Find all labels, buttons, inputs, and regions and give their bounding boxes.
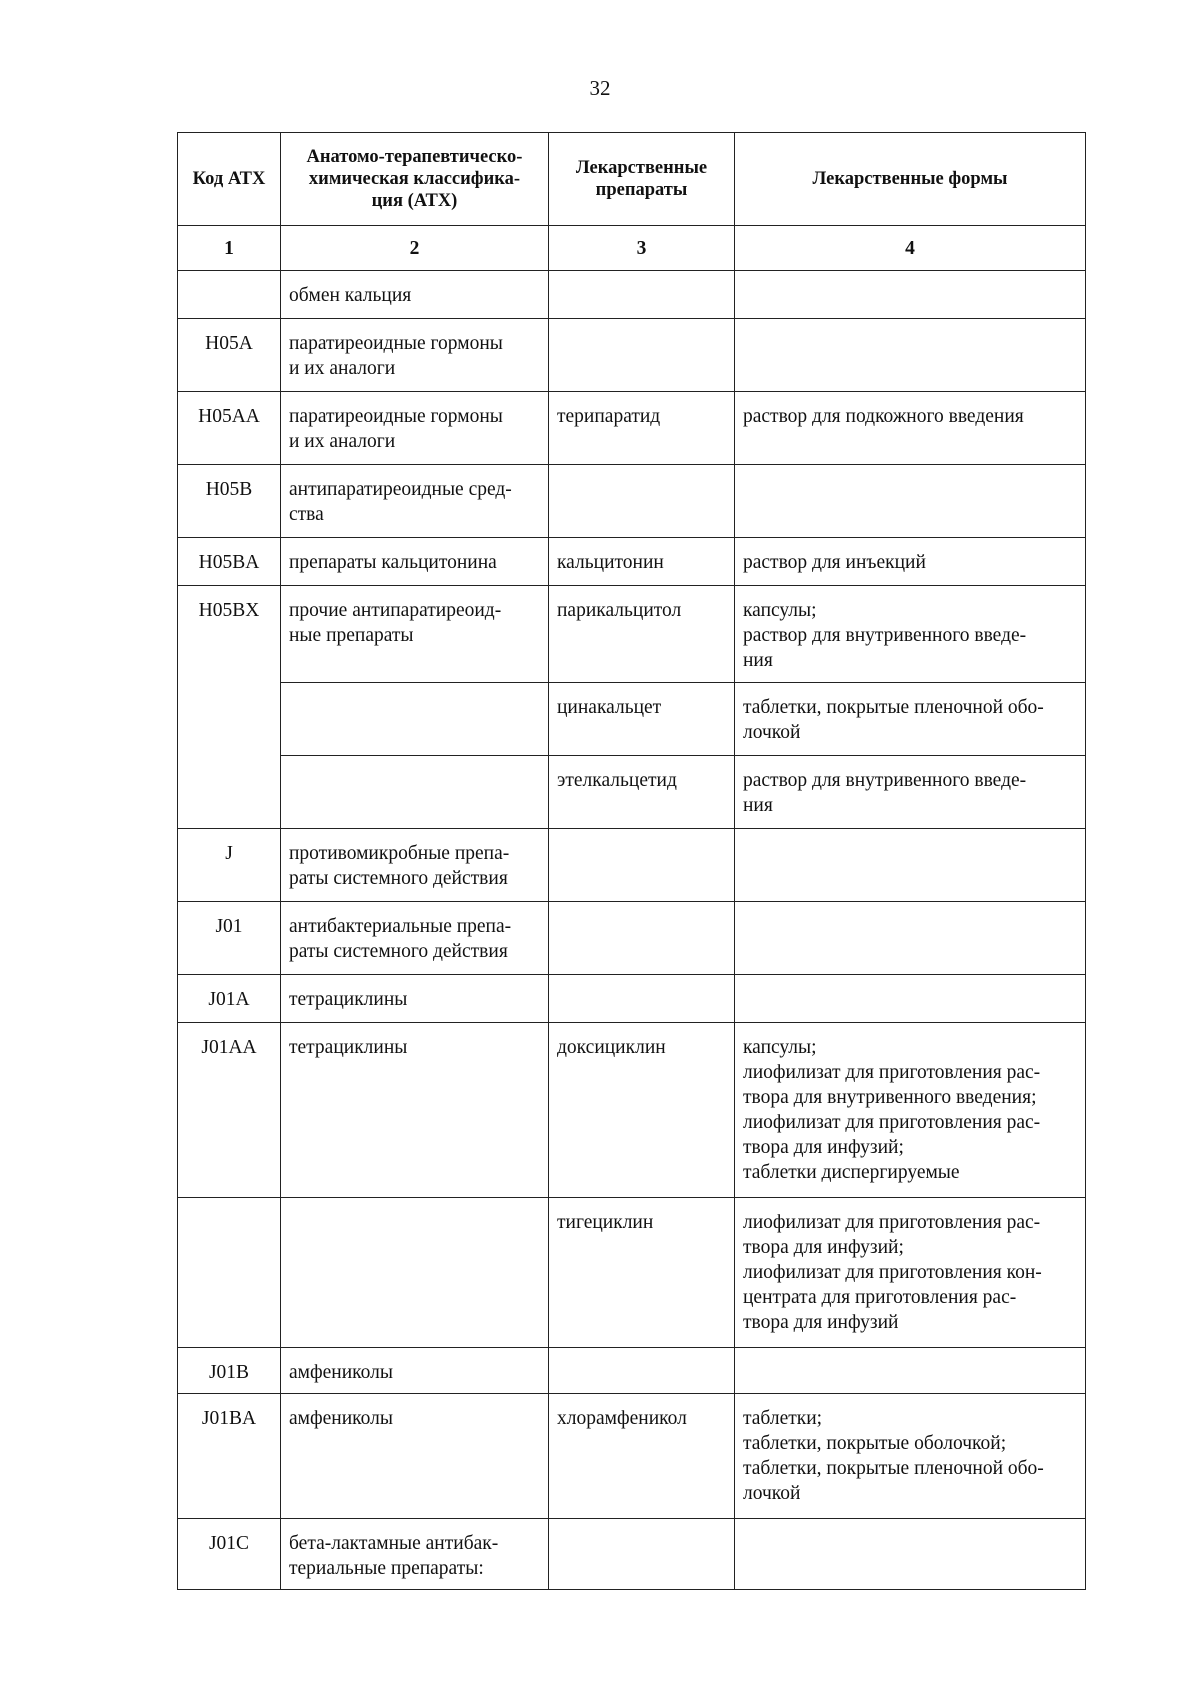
drug-name	[549, 829, 735, 902]
table-row	[178, 756, 1086, 829]
dosage-forms: таблетки, покрытые пленочной обо- лочкой	[735, 683, 1086, 756]
atx-classification: амфениколы	[281, 1394, 549, 1519]
dosage-forms: раствор для инъекций	[735, 538, 1086, 586]
drug-name: парикальцитол	[549, 586, 735, 683]
column-number: 2	[281, 226, 549, 271]
dosage-forms	[735, 319, 1086, 392]
atx-classification: паратиреоидные гормоны и их аналоги	[281, 319, 549, 392]
atx-code: J01C	[178, 1519, 281, 1590]
table-row	[178, 683, 1086, 756]
atx-classification	[281, 683, 549, 756]
table-row	[178, 829, 1086, 902]
drug-name	[549, 975, 735, 1023]
atx-classification: бета-лактамные антибак- териальные препараты:	[281, 1519, 549, 1590]
table-row	[178, 1394, 1086, 1519]
atx-classification: паратиреоидные гормоны и их аналоги	[281, 392, 549, 465]
atx-code: H05A	[178, 319, 281, 392]
table-row	[178, 1348, 1086, 1394]
atx-code	[178, 271, 281, 319]
atx-code: H05BA	[178, 538, 281, 586]
header-row	[178, 133, 1086, 226]
column-number: 3	[549, 226, 735, 271]
atx-classification: амфениколы	[281, 1348, 549, 1394]
atx-classification: прочие антипаратиреоид- ные препараты	[281, 586, 549, 683]
atx-classification: антипаратиреоидные сред- ства	[281, 465, 549, 538]
table-row	[178, 465, 1086, 538]
dosage-forms: капсулы; лиофилизат для приготовления рас- твора для внутривенного введения; лиофилизат для приготовления рас- твора для инфузий; таблетки диспергируемые	[735, 1023, 1086, 1198]
drug-name	[549, 902, 735, 975]
drug-name	[549, 319, 735, 392]
column-number: 4	[735, 226, 1086, 271]
atx-code: H05BX	[178, 586, 281, 829]
atx-code: J01AA	[178, 1023, 281, 1198]
atx-code: J	[178, 829, 281, 902]
atx-classification	[281, 1198, 549, 1348]
drug-name	[549, 465, 735, 538]
drug-name	[549, 1519, 735, 1590]
table-row	[178, 902, 1086, 975]
atx-classification: противомикробные препа- раты системного действия	[281, 829, 549, 902]
dosage-forms: капсулы; раствор для внутривенного введе- ния	[735, 586, 1086, 683]
column-number: 1	[178, 226, 281, 271]
atx-classification: тетрациклины	[281, 1023, 549, 1198]
atx-code: J01BA	[178, 1394, 281, 1519]
column-number-row	[178, 226, 1086, 271]
atx-code	[178, 1198, 281, 1348]
drug-name: этелкальцетид	[549, 756, 735, 829]
table-row	[178, 975, 1086, 1023]
atx-code: H05AA	[178, 392, 281, 465]
header-code: Код АТХ	[178, 133, 281, 226]
table-row	[178, 1023, 1086, 1198]
table-row	[178, 392, 1086, 465]
table-row	[178, 271, 1086, 319]
drug-name: хлорамфеникол	[549, 1394, 735, 1519]
dosage-forms: раствор для подкожного введения	[735, 392, 1086, 465]
table-row	[178, 1198, 1086, 1348]
dosage-forms	[735, 975, 1086, 1023]
dosage-forms	[735, 271, 1086, 319]
table-row	[178, 586, 1086, 683]
drug-name: цинакальцет	[549, 683, 735, 756]
table-row	[178, 1519, 1086, 1590]
dosage-forms: лиофилизат для приготовления рас- твора для инфузий; лиофилизат для приготовления кон- центрата для приготовления рас- твора для инфузий	[735, 1198, 1086, 1348]
dosage-forms	[735, 1519, 1086, 1590]
header-drugs: Лекарственные препараты	[549, 133, 735, 226]
header-forms: Лекарственные формы	[735, 133, 1086, 226]
drug-name	[549, 271, 735, 319]
dosage-forms: таблетки; таблетки, покрытые оболочкой; таблетки, покрытые пленочной обо- лочкой	[735, 1394, 1086, 1519]
atx-code: J01B	[178, 1348, 281, 1394]
drug-name: терипаратид	[549, 392, 735, 465]
drug-name: доксициклин	[549, 1023, 735, 1198]
atx-classification: антибактериальные препа- раты системного действия	[281, 902, 549, 975]
drug-name	[549, 1348, 735, 1394]
drug-name: кальцитонин	[549, 538, 735, 586]
dosage-forms	[735, 465, 1086, 538]
atx-classification: обмен кальция	[281, 271, 549, 319]
dosage-forms	[735, 902, 1086, 975]
drug-name: тигециклин	[549, 1198, 735, 1348]
atx-table	[177, 132, 1086, 1590]
atx-classification	[281, 756, 549, 829]
dosage-forms: раствор для внутривенного введе- ния	[735, 756, 1086, 829]
atx-code: J01	[178, 902, 281, 975]
atx-classification: тетрациклины	[281, 975, 549, 1023]
table-row	[178, 538, 1086, 586]
atx-classification: препараты кальцитонина	[281, 538, 549, 586]
atx-code: J01A	[178, 975, 281, 1023]
table-row	[178, 319, 1086, 392]
page-number: 32	[589, 76, 611, 100]
dosage-forms	[735, 1348, 1086, 1394]
dosage-forms	[735, 829, 1086, 902]
atx-code: H05B	[178, 465, 281, 538]
header-classification: Анатомо-терапевтическо- химическая классифика- ция (АТХ)	[281, 133, 549, 226]
